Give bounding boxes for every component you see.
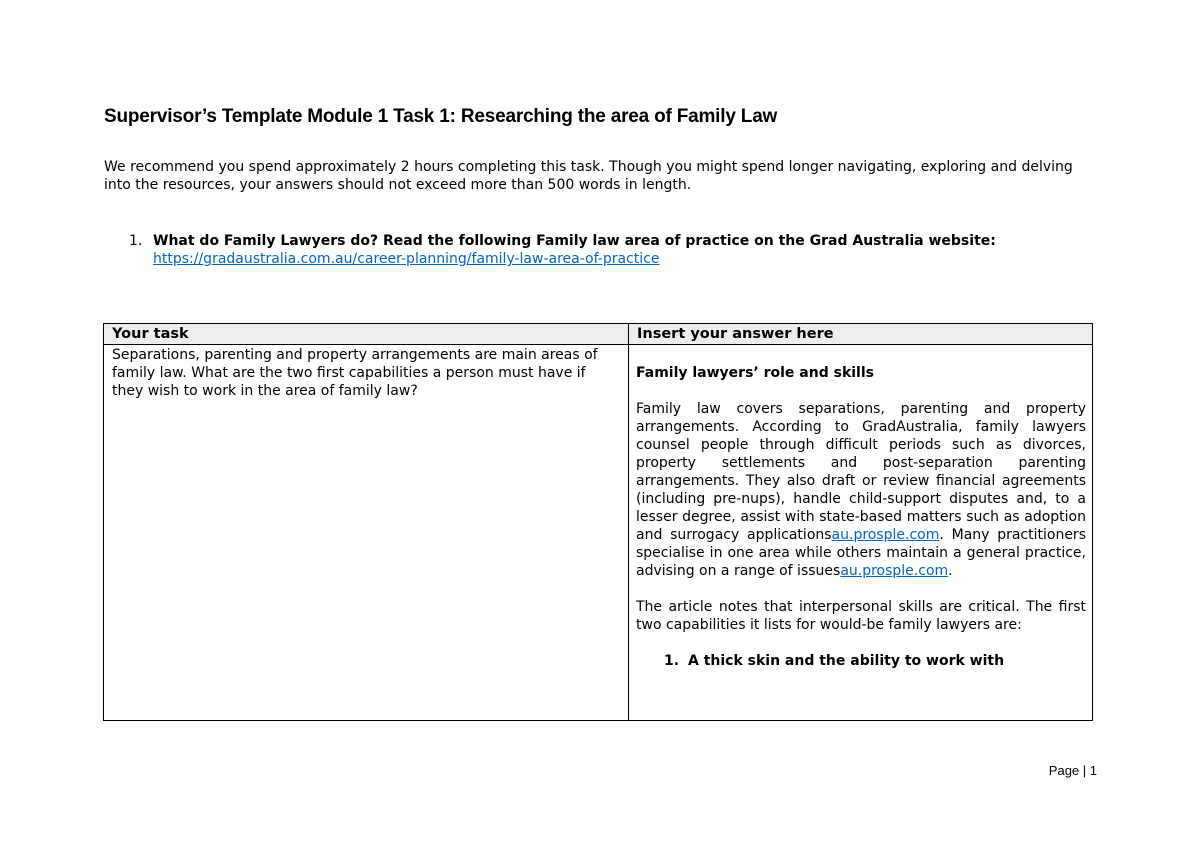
prosple-link-1[interactable]: au.prosple.com <box>831 527 940 543</box>
page-number-footer: Page | 1 <box>1048 763 1097 778</box>
question-number: 1. <box>129 233 143 249</box>
capability-number: 1. <box>664 653 680 669</box>
answer-p1-after: . Many practitioners specialise in one area while others maintain a general practice, advising on a range of issues <box>636 527 1086 579</box>
answer-paragraph-2: The article notes that interpersonal skills are critical. The first two capabilities it lists for would-be family lawyers are: <box>636 599 1086 633</box>
answer-cell[interactable] <box>636 346 1086 720</box>
task-answer-table <box>103 323 1093 721</box>
answer-p1-end: . <box>948 563 953 579</box>
header-your-task: Your task <box>112 326 189 342</box>
question-text: What do Family Lawyers do? Read the following Family law area of practice on the Grad Australia website: <box>153 233 996 249</box>
intro-paragraph: We recommend you spend approximately 2 hours completing this task. Though you might spend longer navigating, exploring and delving into the resources, your answers should not exceed more than 500 words in length. <box>104 159 1073 193</box>
document-title: Supervisor’s Template Module 1 Task 1: Researching the area of Family Law <box>104 106 778 127</box>
question-list <box>104 232 1094 268</box>
column-divider <box>628 324 629 720</box>
answer-p1-text: Family law covers separations, parenting and property arrangements. According to GradAustralia, family lawyers counsel people through difficult periods such as divorces, property settlements and post-separation parenting arrangements. They also draft or review financial agreements (including pre-nups), handle child-support disputes and, to a lesser degree, assist with state-based matters such as adoption and surrogacy applications <box>636 401 1086 543</box>
prosple-link-2[interactable]: au.prosple.com <box>840 563 949 579</box>
table-header-row <box>104 324 1092 345</box>
answer-paragraph-1 <box>636 400 1086 580</box>
capabilities-list <box>636 652 1086 670</box>
grad-australia-link[interactable]: https://gradaustralia.com.au/career-planning/family-law-area-of-practice <box>153 251 660 267</box>
task-cell: Separations, parenting and property arrangements are main areas of family law. What are the two first capabilities a person must have if they wish to work in the area of family law? <box>112 347 598 399</box>
header-insert-answer: Insert your answer here <box>637 326 834 342</box>
question-item <box>104 232 1094 268</box>
capability-item-1 <box>636 652 1086 670</box>
answer-heading: Family lawyers’ role and skills <box>636 365 874 381</box>
capability-text: A thick skin and the ability to work with <box>688 653 1005 669</box>
